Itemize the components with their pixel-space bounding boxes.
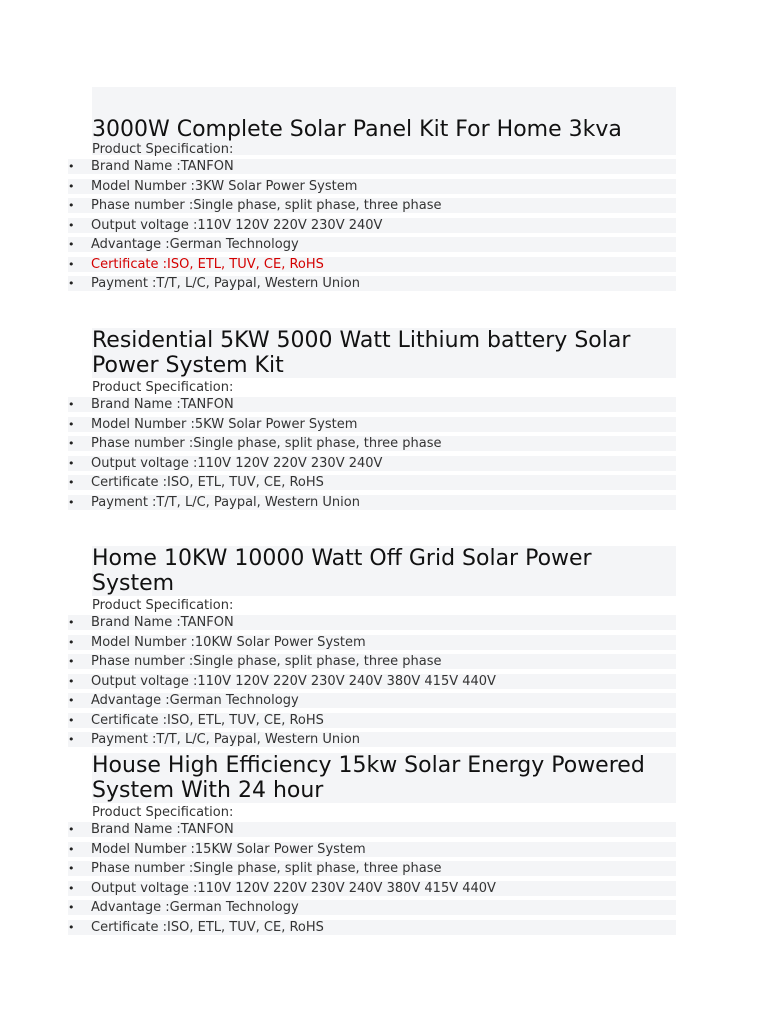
spec-list-item: [68, 693, 676, 708]
product-spec-label: Product Specification:: [92, 142, 234, 157]
spec-text: Certificate :ISO, ETL, TUV, CE, RoHS: [91, 919, 324, 935]
bullet-icon: •: [68, 277, 75, 290]
spec-text: Advantage :German Technology: [91, 237, 299, 252]
bullet-icon: •: [68, 199, 75, 212]
bullet-icon: •: [68, 476, 75, 489]
product-title: House High Efficiency 15kw Solar Energy Powered System With 24 hour: [92, 753, 645, 803]
spec-text: Output voltage :110V 120V 220V 230V 240V 380V 415V 440V: [91, 880, 496, 896]
product-title-block: [92, 753, 676, 803]
bullet-icon: •: [68, 674, 75, 688]
spec-text: Output voltage :110V 120V 220V 230V 240V: [91, 217, 383, 233]
spec-list-item: [68, 456, 676, 471]
spec-list-item: [68, 900, 676, 915]
bullet-icon: •: [68, 881, 75, 895]
bullet-icon: •: [68, 417, 75, 431]
product-title: 3000W Complete Solar Panel Kit For Home 3kva: [92, 117, 622, 142]
product-section: [0, 87, 768, 296]
spec-list-item: [68, 674, 676, 689]
spec-text: Certificate :ISO, ETL, TUV, CE, RoHS: [91, 475, 324, 490]
bullet-icon: •: [68, 655, 75, 668]
spec-text: Output voltage :110V 120V 220V 230V 240V 380V 415V 440V: [91, 673, 496, 689]
product-spec-label: Product Specification:: [92, 805, 234, 820]
spec-list-item: [68, 436, 676, 451]
spec-list-item: [68, 397, 676, 412]
spec-list: [0, 822, 768, 935]
bullet-icon: •: [68, 713, 75, 727]
bullet-icon: •: [68, 862, 75, 875]
product-spec-label: Product Specification:: [92, 380, 234, 395]
bullet-icon: •: [68, 238, 75, 251]
spec-list-item: [68, 713, 676, 728]
spec-text: Brand Name :TANFON: [91, 822, 234, 837]
spec-text: Phase number :Single phase, split phase, three phase: [91, 198, 442, 213]
spec-list-item: [68, 198, 676, 213]
spec-list-item: [68, 276, 676, 291]
spec-text: Model Number :15KW Solar Power System: [91, 841, 366, 857]
spec-list-item: [68, 218, 676, 233]
spec-text: Model Number :3KW Solar Power System: [91, 178, 358, 194]
bullet-icon: •: [68, 495, 75, 509]
product-title: Residential 5KW 5000 Watt Lithium battery Solar Power System Kit: [92, 328, 631, 378]
spec-list-item: [68, 635, 676, 650]
spec-list-item: [68, 881, 676, 896]
spec-list: [0, 397, 768, 510]
spec-list: [0, 615, 768, 747]
bullet-icon: •: [68, 901, 75, 914]
spec-list-item: [68, 179, 676, 194]
bullet-icon: •: [68, 437, 75, 450]
spec-list-item: [68, 257, 676, 272]
spec-text: Output voltage :110V 120V 220V 230V 240V: [91, 455, 383, 471]
bullet-icon: •: [68, 920, 75, 934]
spec-list-item: [68, 822, 676, 837]
spec-text: Certificate :ISO, ETL, TUV, CE, RoHS: [91, 712, 324, 728]
spec-text: Payment :T/T, L/C, Paypal, Western Union: [91, 494, 360, 510]
bullet-icon: •: [68, 616, 75, 629]
bullet-icon: •: [68, 218, 75, 232]
spec-list-item: [68, 861, 676, 876]
bullet-icon: •: [68, 733, 75, 746]
spec-text: Phase number :Single phase, split phase, three phase: [91, 654, 442, 669]
spec-text: Certificate :ISO, ETL, TUV, CE, RoHS: [91, 256, 324, 272]
spec-list-item: [68, 237, 676, 252]
bullet-icon: •: [68, 456, 75, 470]
spec-list-item: [68, 842, 676, 857]
product-section: [0, 328, 768, 514]
spec-text: Phase number :Single phase, split phase, three phase: [91, 436, 442, 451]
spec-list-item: [68, 495, 676, 510]
product-title-block: [92, 328, 676, 378]
spec-text: Payment :T/T, L/C, Paypal, Western Union: [91, 276, 360, 291]
spec-list-item: [68, 920, 676, 935]
product-section: [0, 546, 768, 752]
bullet-icon: •: [68, 257, 75, 271]
product-title-block: [92, 546, 676, 596]
product-section: [0, 753, 768, 939]
spec-list-item: [68, 732, 676, 747]
spec-list-item: [68, 417, 676, 432]
spec-text: Phase number :Single phase, split phase, three phase: [91, 861, 442, 876]
spec-text: Payment :T/T, L/C, Paypal, Western Union: [91, 732, 360, 747]
bullet-icon: •: [68, 635, 75, 649]
product-spec-label: Product Specification:: [92, 598, 234, 613]
spec-list-item: [68, 475, 676, 490]
spec-list: [0, 159, 768, 291]
spec-list-item: [68, 615, 676, 630]
spec-text: Brand Name :TANFON: [91, 615, 234, 630]
spec-text: Advantage :German Technology: [91, 693, 299, 708]
bullet-icon: •: [68, 842, 75, 856]
spec-list-item: [68, 159, 676, 174]
bullet-icon: •: [68, 823, 75, 836]
spec-text: Model Number :5KW Solar Power System: [91, 416, 358, 432]
bullet-icon: •: [68, 398, 75, 411]
bullet-icon: •: [68, 179, 75, 193]
spec-text: Brand Name :TANFON: [91, 397, 234, 412]
bullet-icon: •: [68, 160, 75, 173]
bullet-icon: •: [68, 694, 75, 707]
product-title: Home 10KW 10000 Watt Off Grid Solar Power System: [92, 546, 592, 596]
spec-text: Model Number :10KW Solar Power System: [91, 634, 366, 650]
spec-list-item: [68, 654, 676, 669]
spec-text: Advantage :German Technology: [91, 900, 299, 915]
spec-text: Brand Name :TANFON: [91, 159, 234, 174]
